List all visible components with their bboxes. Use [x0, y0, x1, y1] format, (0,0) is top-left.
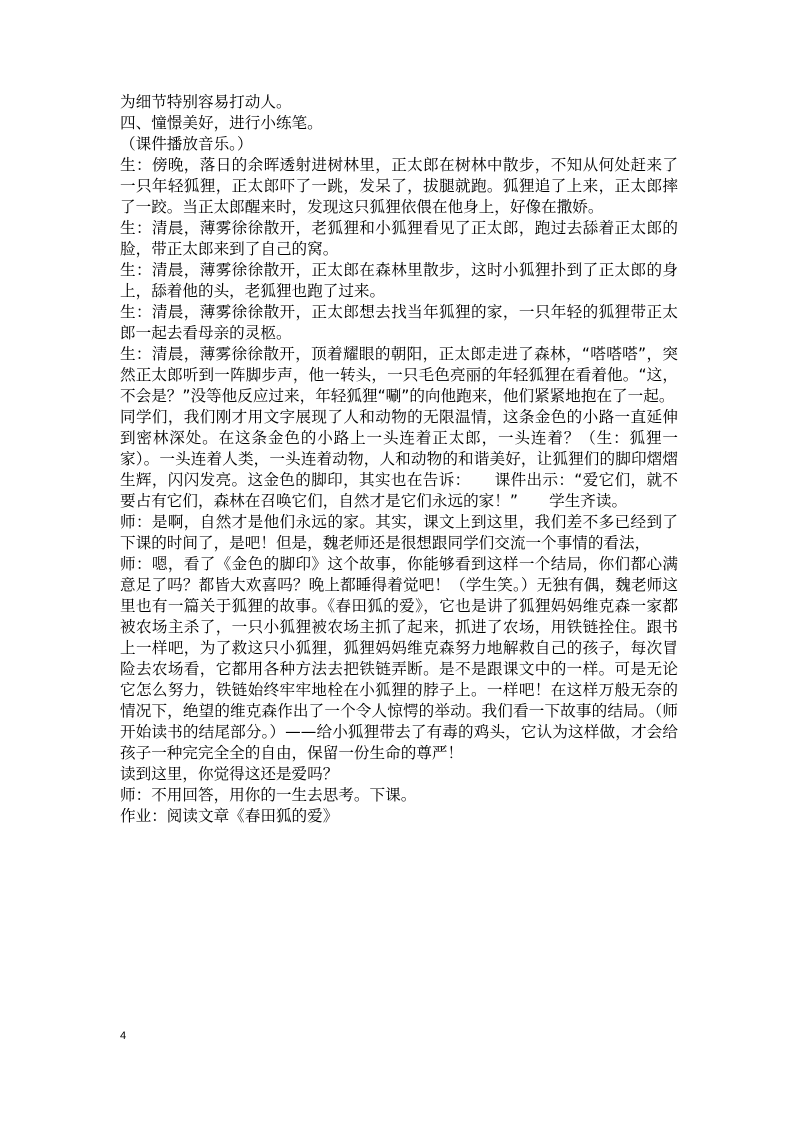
paragraph: 同学们，我们刚才用文字展现了人和动物的无限温情，这条金色的小路一直延伸到密林深处。在这条金色的小路上一头连着正太郎，一头连着？（生：狐狸一家）。一头连着人类，一头连着动物，人和动物的和谐美好，让狐狸们的脚印熠熠生辉，闪闪发亮。这金色的脚印，其实也在告诉： 课件出示：“爱它们，就不要占有它们，森林在召唤它们，自然才是它们永远的家！” 学生齐读。: [120, 408, 678, 510]
page-number: 4: [120, 1030, 127, 1042]
paragraph: 生：清晨，薄雾徐徐散开，正太郎想去找当年狐狸的家，一只年轻的狐狸带正太郎一起去看母亲的灵柩。: [120, 303, 678, 342]
paragraph: 生：傍晚，落日的余晖透射进树林里，正太郎在树林中散步，不知从何处赶来了一只年轻狐狸，正太郎吓了一跳，发呆了，拔腿就跑。狐狸追了上来，正太郎摔了一跤。当正太郎醒来时，发现这只狐狸依偎在他身上，好像在撒娇。: [120, 156, 678, 216]
homework-line: 作业：阅读文章《春田狐的爱》: [120, 807, 339, 825]
paragraph: 生：清晨，薄雾徐徐散开，正太郎在森林里散步，这时小狐狸扑到了正太郎的身上，舔着他的头，老狐狸也跑了过来。: [120, 261, 678, 300]
document-body: [120, 92, 678, 827]
paragraph: （课件播放音乐。）: [120, 135, 253, 153]
paragraph: 师：不用回答，用你的一生去思考。下课。: [120, 786, 417, 804]
paragraph: 师：是啊，自然才是他们永远的家。其实，课文上到这里，我们差不多已经到了下课的时间了，是吧！但是，魏老师还是很想跟同学们交流一个事情的看法，: [120, 513, 678, 552]
section-heading: 四、憧憬美好，进行小练笔。: [120, 114, 323, 132]
paragraph: 师：嗯，看了《金色的脚印》这个故事，你能够看到这样一个结局，你们都心满意足了吗？都皆大欢喜吗？晚上都睡得着觉吧！（学生笑。）无独有偶，魏老师这里也有一篇关于狐狸的故事。《春田狐的爱》，它也是讲了狐狸妈妈维克森一家都被农场主杀了，一只小狐狸被农场主抓了起来，抓进了农场，用铁链拴住。跟书上一样吧，为了救这只小狐狸，狐狸妈妈维克森努力地解救自己的孩子，每次冒险去农场看，它都用各种方法去把铁链弄断。是不是跟课文中的一样。可是无论它怎么努力，铁链始终牢牢地栓在小狐狸的脖子上。一样吧！在这样万般无奈的情况下，绝望的维克森作出了一个令人惊愕的举动。我们看一下故事的结局。（师开始读书的结尾部分。）——给小狐狸带去了有毒的鸡头，它认为这样做，才会给孩子一种完完全全的自由，保留一份生命的尊严！: [120, 555, 678, 762]
paragraph: 读到这里，你觉得这还是爱吗？: [120, 765, 339, 783]
paragraph: 为细节特别容易打动人。: [120, 93, 292, 111]
paragraph: 生：清晨，薄雾徐徐散开，老狐狸和小狐狸看见了正太郎，跑过去舔着正太郎的脸，带正太郎来到了自己的窝。: [120, 219, 678, 258]
paragraph: 生：清晨，薄雾徐徐散开，顶着耀眼的朝阳，正太郎走进了森林，“嗒嗒嗒”，突然正太郎听到一阵脚步声，他一转头，一只毛色亮丽的年轻狐狸在看着他。“这，不会是？”没等他反应过来，年轻狐狸“唰”的向他跑来，他们紧紧地抱在了一起。: [120, 345, 678, 405]
